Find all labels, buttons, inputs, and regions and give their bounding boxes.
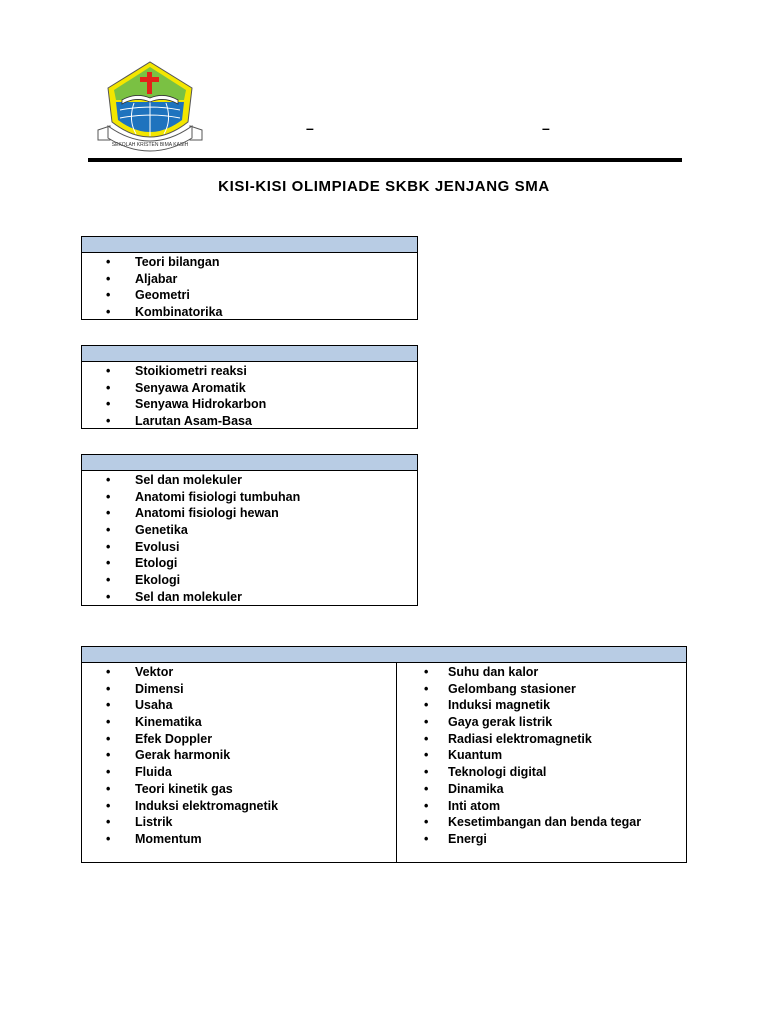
list-item: • Energi — [397, 831, 686, 848]
list-item: • Radiasi elektromagnetik — [397, 731, 686, 748]
section-2-list — [82, 362, 417, 430]
list-item: • Dimensi — [82, 681, 396, 698]
section-4-left-column — [82, 663, 397, 863]
list-item: • Dinamika — [397, 781, 686, 798]
section-1-box — [81, 236, 418, 320]
list-item: • Kombinatorika — [82, 304, 417, 321]
list-item: • Gaya gerak listrik — [397, 714, 686, 731]
section-4-columns — [82, 663, 686, 863]
list-item: • Kesetimbangan dan benda tegar — [397, 814, 686, 831]
list-item: • Induksi elektromagnetik — [82, 798, 396, 815]
list-item: • Usaha — [82, 697, 396, 714]
header-dash-left: – — [306, 120, 314, 136]
list-item: • Kuantum — [397, 747, 686, 764]
list-item: • Gerak harmonik — [82, 747, 396, 764]
section-1-list — [82, 253, 417, 321]
list-item: • Anatomi fisiologi tumbuhan — [82, 489, 417, 506]
list-item: • Vektor — [82, 664, 396, 681]
list-item: • Etologi — [82, 555, 417, 572]
logo-banner-text: SEKOLAH KRISTEN BIMA KASIH — [111, 142, 189, 148]
list-item: • Kinematika — [82, 714, 396, 731]
header-dash-right: – — [542, 120, 550, 136]
section-2-header — [82, 346, 417, 362]
list-item: • Efek Doppler — [82, 731, 396, 748]
section-4-left-list — [82, 664, 396, 848]
list-item: • Sel dan molekuler — [82, 589, 417, 606]
list-item: • Geometri — [82, 287, 417, 304]
list-item: • Suhu dan kalor — [397, 664, 686, 681]
section-3-list — [82, 471, 417, 606]
list-item: • Ekologi — [82, 572, 417, 589]
section-2-box — [81, 345, 418, 429]
list-item: • Momentum — [82, 831, 396, 848]
list-item: • Senyawa Hidrokarbon — [82, 396, 417, 413]
list-item: • Aljabar — [82, 271, 417, 288]
list-item: • Fluida — [82, 764, 396, 781]
header-divider — [88, 158, 682, 162]
list-item: • Senyawa Aromatik — [82, 380, 417, 397]
list-item: • Inti atom — [397, 798, 686, 815]
list-item: • Induksi magnetik — [397, 697, 686, 714]
list-item: • Gelombang stasioner — [397, 681, 686, 698]
list-item: • Genetika — [82, 522, 417, 539]
list-item: • Sel dan molekuler — [82, 472, 417, 489]
section-4-header — [82, 647, 686, 663]
section-4-right-column — [397, 663, 686, 863]
list-item: • Teori kinetik gas — [82, 781, 396, 798]
list-item: • Evolusi — [82, 539, 417, 556]
list-item: • Listrik — [82, 814, 396, 831]
list-item: • Anatomi fisiologi hewan — [82, 505, 417, 522]
section-3-box — [81, 454, 418, 606]
list-item: • Larutan Asam-Basa — [82, 413, 417, 430]
page-title: KISI-KISI OLIMPIADE SKBK JENJANG SMA — [218, 178, 550, 195]
section-4-right-list — [397, 664, 686, 848]
list-item: • Teknologi digital — [397, 764, 686, 781]
section-1-header — [82, 237, 417, 253]
school-logo — [94, 60, 206, 156]
section-3-header — [82, 455, 417, 471]
list-item: • Teori bilangan — [82, 254, 417, 271]
section-4-box — [81, 646, 687, 863]
list-item: • Stoikiometri reaksi — [82, 363, 417, 380]
